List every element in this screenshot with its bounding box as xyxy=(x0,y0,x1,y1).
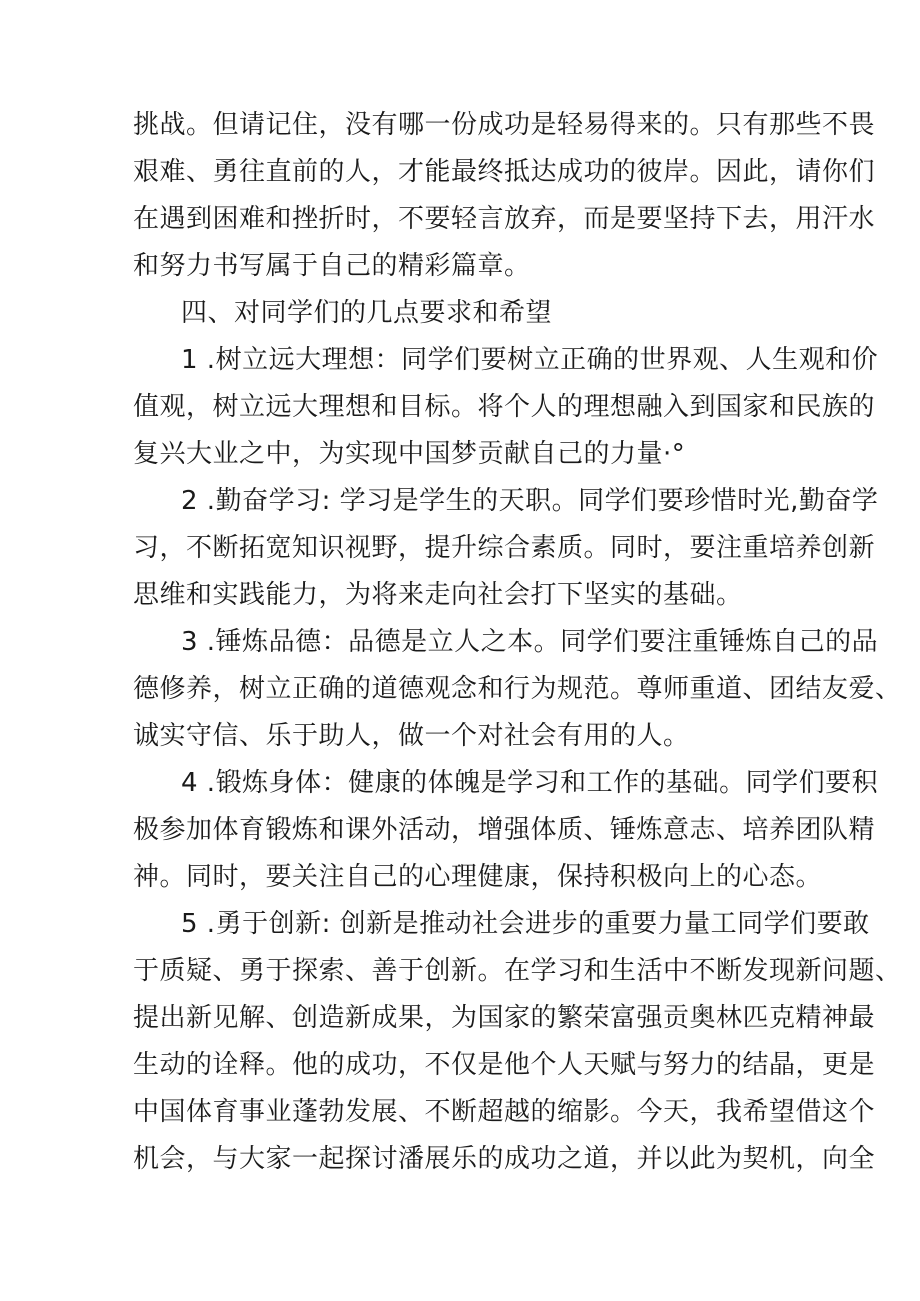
paragraph-line: 挑战。但请记住，没有哪一份成功是轻易得来的。只有那些不畏 xyxy=(133,110,876,140)
list-item-line: 诚实守信、乐于助人，做一个对社会有用的人。 xyxy=(133,721,690,751)
list-item-line: 复兴大业之中，为实现中国梦贡献自己的力量·° xyxy=(133,439,686,469)
list-item-line: 神。同时，要关注自己的心理健康，保持积极向上的心态。 xyxy=(133,862,823,892)
list-item-line: 生动的诠释。他的成功，不仅是他个人天赋与努力的结晶，更是 xyxy=(133,1050,876,1080)
list-item-line: 于质疑、勇于探索、善于创新。在学习和生活中不断发现新问题、 xyxy=(133,956,902,986)
list-item-line: 思维和实践能力，为将来走向社会打下坚实的基础。 xyxy=(133,580,743,610)
list-item-line: 3 .锤炼品德：品德是立人之本。同学们要注重锤炼自己的品 xyxy=(181,627,879,657)
section-heading: 四、对同学们的几点要求和希望 xyxy=(181,298,553,328)
list-item-line: 值观，树立远大理想和目标。将个人的理想融入到国家和民族的 xyxy=(133,392,876,422)
list-item-line: 提出新见解、创造新成果，为国家的繁荣富强贡奥林匹克精神最 xyxy=(133,1003,876,1033)
list-item-line: 极参加体育锻炼和课外活动，增强体质、锤炼意志、培养团队精 xyxy=(133,815,876,845)
list-item-line: 习，不断拓宽知识视野，提升综合素质。同时，要注重培养创新 xyxy=(133,533,876,563)
list-item-line: 2 .勤奋学习: 学习是学生的天职。同学们要珍惜时光,勤奋学 xyxy=(181,486,879,516)
list-item-line: 4 .锻炼身体：健康的体魄是学习和工作的基础。同学们要积 xyxy=(181,768,879,798)
list-item-line: 机会，与大家一起探讨潘展乐的成功之道，并以此为契机，向全 xyxy=(133,1144,876,1174)
paragraph-line: 艰难、勇往直前的人，才能最终抵达成功的彼岸。因此，请你们 xyxy=(133,157,876,187)
list-item-line: 5 .勇于创新: 创新是推动社会进步的重要力量工同学们要敢 xyxy=(181,909,870,939)
list-item-line: 德修养，树立正确的道德观念和行为规范。尊师重道、团结友爱、 xyxy=(133,674,902,704)
paragraph-line: 在遇到困难和挫折时，不要轻言放弃，而是要坚持下去，用汗水 xyxy=(133,204,876,234)
list-item-line: 中国体育事业蓬勃发展、不断超越的缩影。今天，我希望借这个 xyxy=(133,1097,876,1127)
list-item-line: 1 .树立远大理想：同学们要树立正确的世界观、人生观和价 xyxy=(181,345,879,375)
paragraph-line: 和努力书写属于自己的精彩篇章。 xyxy=(133,251,531,281)
